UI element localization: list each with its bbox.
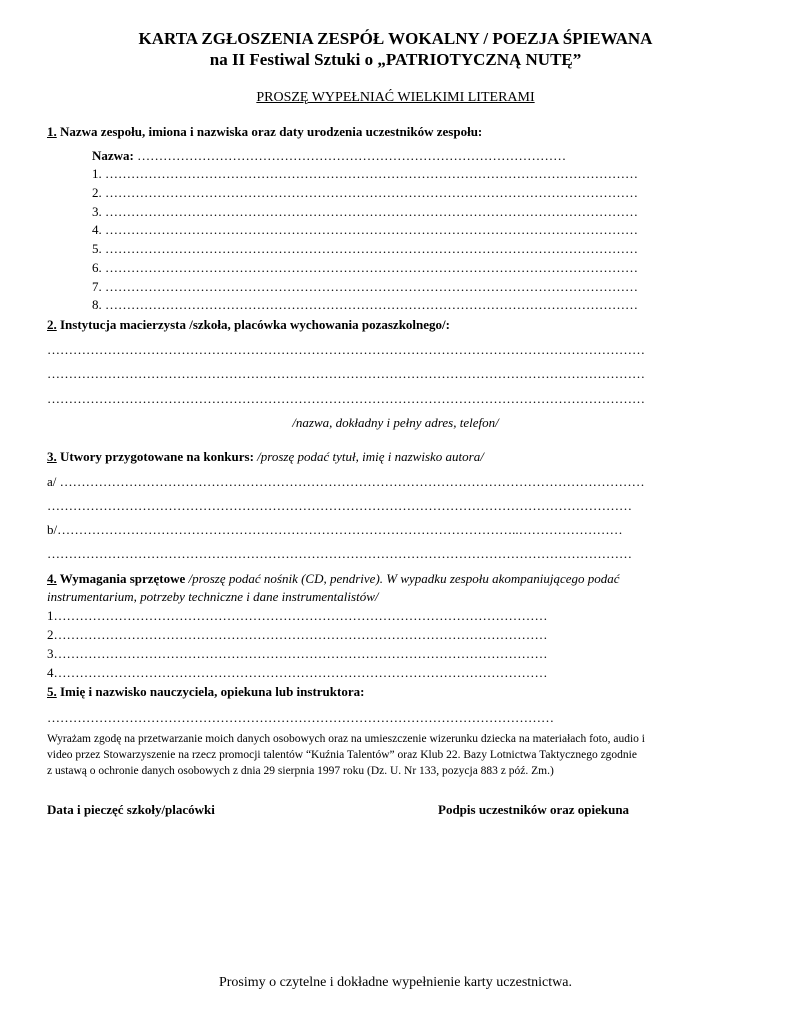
member-row[interactable]: 5. …………………………………………………………………………………………………………… (92, 241, 638, 256)
team-name-field[interactable] (92, 148, 566, 164)
section4-hint-line1: /proszę podać nośnik (CD, pendrive). W wypadku zespołu akompaniującego podać (185, 571, 620, 586)
institution-hint: /nazwa, dokładny i pełny adres, telefon/ (292, 415, 499, 430)
teacher-name-line[interactable]: ……………………………………………………………………………………………………… (47, 710, 554, 725)
member-row[interactable]: 6. …………………………………………………………………………………………………………… (92, 260, 638, 275)
institution-line[interactable]: ………………………………………………………………………………………………………………………… (47, 342, 645, 357)
section1-number: 1. (47, 124, 57, 139)
member-row[interactable]: 8. …………………………………………………………………………………………………………… (92, 297, 638, 312)
form-title-line2: na II Festiwal Sztuki o „PATRIOTYCZNĄ NUTĘ” (209, 50, 582, 69)
subtitle-text: PROSZĘ WYPEŁNIAĆ WIELKIMI LITERAMI (256, 90, 535, 105)
section5-heading-text: Imię i nazwisko nauczyciela, opiekuna lub instruktora: (56, 684, 365, 699)
section4-number: 4. (47, 571, 57, 586)
school-stamp-label: Data i pieczęć szkoły/placówki (47, 802, 215, 817)
equipment-line[interactable]: 4…………………………………………………………………………………………………… (47, 665, 548, 680)
section5-number: 5. (47, 684, 57, 699)
equipment-line[interactable]: 3…………………………………………………………………………………………………… (47, 646, 548, 661)
section2-number: 2. (47, 317, 57, 332)
section3-number: 3. (47, 449, 57, 464)
section3-hint: /proszę podać tytuł, imię i nazwisko autora/ (253, 449, 484, 464)
section4-heading (47, 571, 620, 587)
song-line[interactable]: b/……………………………………………………………………………………………..…………………… (47, 522, 623, 537)
section5-heading (47, 684, 364, 700)
section3-heading (47, 449, 484, 465)
consent-line1: Wyrażam zgodę na przetwarzanie moich danych osobowych oraz na umieszczenie wizerunku dziecka na materiałach foto, audio i (47, 733, 645, 745)
section3-heading-text: Utwory przygotowane na konkurs: (56, 449, 254, 464)
section4-heading-text: Wymagania sprzętowe (56, 571, 186, 586)
song-line[interactable]: a/ ……………………………………………………………………………………………………………………… (47, 474, 645, 489)
section2-heading (47, 317, 450, 333)
song-line[interactable]: ……………………………………………………………………………………………………………………… (47, 498, 632, 513)
section1-heading-text: Nazwa zespołu, imiona i nazwiska oraz daty urodzenia uczestników zespołu: (56, 124, 483, 139)
footer-note: Prosimy o czytelne i dokładne wypełnienie karty uczestnictwa. (218, 975, 572, 990)
member-row[interactable]: 2. …………………………………………………………………………………………………………… (92, 185, 638, 200)
member-row[interactable]: 4. …………………………………………………………………………………………………………… (92, 222, 638, 237)
consent-line3: z ustawą o ochronie danych osobowych z dnia 29 sierpnia 1997 roku (Dz. U. Nr 133, pozycja 883 z póź. Zm.) (47, 765, 554, 777)
institution-line[interactable]: ………………………………………………………………………………………………………………………… (47, 366, 645, 381)
team-name-label: Nazwa: (92, 148, 134, 163)
member-row[interactable]: 7. …………………………………………………………………………………………………………… (92, 279, 638, 294)
form-title-line1: KARTA ZGŁOSZENIA ZESPÓŁ WOKALNY / POEZJA ŚPIEWANA (138, 29, 653, 48)
section2-heading-text: Instytucja macierzysta /szkoła, placówka wychowania pozaszkolnego/: (56, 317, 450, 332)
equipment-line[interactable]: 1…………………………………………………………………………………………………… (47, 608, 548, 623)
member-row[interactable]: 3. …………………………………………………………………………………………………………… (92, 204, 638, 219)
member-row[interactable]: 1. …………………………………………………………………………………………………………… (92, 166, 638, 181)
signature-label: Podpis uczestników oraz opiekuna (438, 802, 630, 817)
consent-line2: video przez Stowarzyszenie na rzecz promocji talentów “Kuźnia Talentów” oraz Klub 22. Bazy Lotnictwa Taktycznego zgodnie (47, 749, 637, 761)
institution-line[interactable]: ………………………………………………………………………………………………………………………… (47, 391, 645, 406)
song-line[interactable]: ……………………………………………………………………………………………………………………… (47, 546, 632, 561)
team-name-dots: ……………………………………………………………………………………… (133, 148, 567, 163)
section4-hint-line2: instrumentarium, potrzeby techniczne i dane instrumentalistów/ (47, 589, 379, 604)
equipment-line[interactable]: 2…………………………………………………………………………………………………… (47, 627, 548, 642)
section1-heading (47, 124, 482, 140)
form-subtitle (0, 89, 791, 106)
